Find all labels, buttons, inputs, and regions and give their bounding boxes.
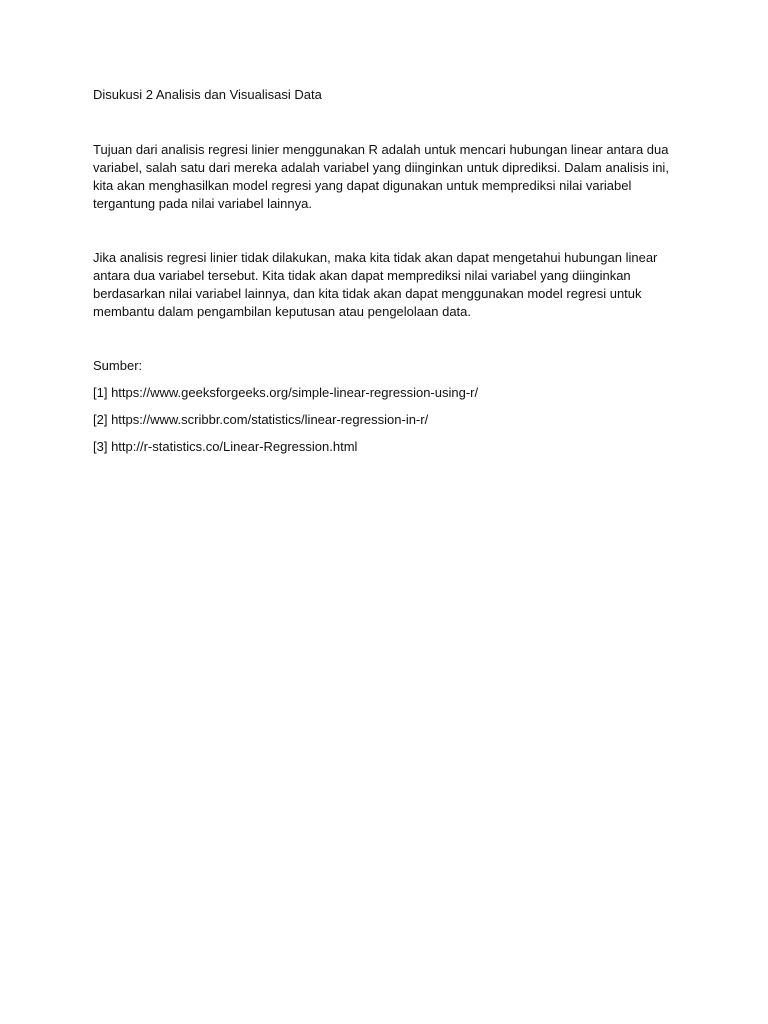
source-item: [2] https://www.scribbr.com/statistics/linear-regression-in-r/: [93, 412, 429, 427]
sources-label: Sumber:: [93, 358, 143, 373]
paragraph-purpose: Tujuan dari analisis regresi linier menggunakan R adalah untuk mencari hubungan linear antara dua variabel, salah satu dari mereka adalah variabel yang diinginkan untuk diprediksi. Dalam analisis ini, kita akan menghasilkan model regresi yang dapat digunakan untuk memprediksi nilai variabel tergantung pada nilai variabel lainnya.: [93, 142, 669, 211]
document-page: [93, 86, 683, 456]
paragraph-consequence: Jika analisis regresi linier tidak dilakukan, maka kita tidak akan dapat mengetahui hubungan linear antara dua variabel tersebut. Kita tidak akan dapat memprediksi nilai variabel yang diinginkan berdasarkan nilai variabel lainnya, dan kita tidak akan dapat menggunakan model regresi untuk membantu dalam pengambilan keputusan atau pengelolaan data.: [93, 250, 658, 319]
source-item: [3] http://r-statistics.co/Linear-Regression.html: [93, 439, 358, 454]
document-title: Disukusi 2 Analisis dan Visualisasi Data: [93, 87, 322, 102]
source-item: [1] https://www.geeksforgeeks.org/simple-linear-regression-using-r/: [93, 385, 479, 400]
